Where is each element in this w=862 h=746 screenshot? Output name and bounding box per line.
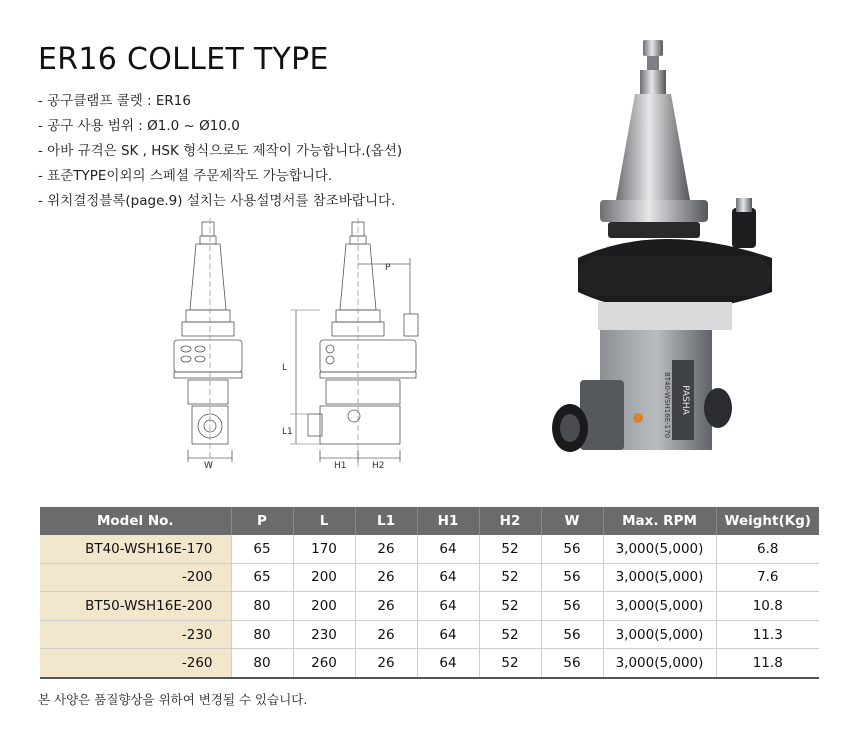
bullet-custom-order: - 표준TYPE이외의 스페셜 주문제작도 가능합니다. (38, 168, 333, 184)
cell-max-rpm: 3,000(5,000) (603, 563, 716, 592)
header-model: Model No. (40, 507, 231, 535)
spec-table (40, 507, 819, 679)
cell-h1: 64 (417, 563, 479, 592)
technical-drawing (170, 218, 420, 473)
cell-w: 56 (541, 592, 603, 621)
cell-h1: 64 (417, 620, 479, 649)
header-max-rpm: Max. RPM (603, 507, 716, 535)
cell-max-rpm: 3,000(5,000) (603, 649, 716, 678)
cell-h2: 52 (479, 563, 541, 592)
cell-h2: 52 (479, 620, 541, 649)
cell-model: -200 (40, 563, 231, 592)
header-p: P (231, 507, 293, 535)
table-row (40, 535, 819, 563)
product-code-label: BT40-WSH16E-170 (663, 371, 671, 439)
cell-h1: 64 (417, 592, 479, 621)
cell-l: 260 (293, 649, 355, 678)
header-l1: L1 (355, 507, 417, 535)
cell-p: 80 (231, 620, 293, 649)
bullet-positioning-block: - 위치결정블록(page.9) 설치는 사용설명서를 참조바랍니다. (38, 193, 396, 209)
cell-max-rpm: 3,000(5,000) (603, 620, 716, 649)
cell-l: 200 (293, 592, 355, 621)
cell-model: -230 (40, 620, 231, 649)
bullet-collet: - 공구클램프 콜렛 : ER16 (38, 93, 191, 109)
product-brand-label: PASHA (680, 385, 690, 415)
cell-l1: 26 (355, 563, 417, 592)
cell-weight: 6.8 (716, 535, 819, 563)
cell-h2: 52 (479, 649, 541, 678)
footnote: 본 사양은 품질향상을 위하여 변경될 수 있습니다. (38, 692, 308, 707)
header-h1: H1 (417, 507, 479, 535)
cell-model: BT40-WSH16E-170 (40, 535, 231, 563)
dim-label-h2: H2 (372, 461, 385, 471)
cell-h2: 52 (479, 592, 541, 621)
front-view (174, 218, 242, 468)
cell-weight: 11.8 (716, 649, 819, 678)
cell-l: 230 (293, 620, 355, 649)
cell-l: 200 (293, 563, 355, 592)
cell-weight: 11.3 (716, 620, 819, 649)
cell-w: 56 (541, 620, 603, 649)
cell-w: 56 (541, 563, 603, 592)
dim-label-p: P (385, 263, 391, 273)
cell-w: 56 (541, 649, 603, 678)
dim-label-w: W (204, 461, 213, 471)
cell-l1: 26 (355, 535, 417, 563)
cell-model: -260 (40, 649, 231, 678)
cell-max-rpm: 3,000(5,000) (603, 535, 716, 563)
cell-weight: 7.6 (716, 563, 819, 592)
header-w: W (541, 507, 603, 535)
header-h2: H2 (479, 507, 541, 535)
spec-bullet-list (38, 89, 402, 214)
cell-h1: 64 (417, 649, 479, 678)
product-photo (540, 30, 790, 480)
table-row (40, 649, 819, 678)
dim-label-h1: H1 (334, 461, 347, 471)
cell-weight: 10.8 (716, 592, 819, 621)
cell-h2: 52 (479, 535, 541, 563)
bullet-tool-range: - 공구 사용 범위 : Ø1.0 ~ Ø10.0 (38, 118, 240, 134)
dim-label-l1: L1 (282, 427, 293, 437)
side-view (290, 218, 418, 468)
dim-label-l: L (282, 363, 288, 373)
cell-l1: 26 (355, 649, 417, 678)
cell-p: 65 (231, 535, 293, 563)
cell-w: 56 (541, 535, 603, 563)
cell-p: 80 (231, 649, 293, 678)
table-header-row (40, 507, 819, 535)
cell-p: 80 (231, 592, 293, 621)
table-row (40, 620, 819, 649)
page-title: ER16 COLLET TYPE (38, 42, 329, 77)
cell-l1: 26 (355, 592, 417, 621)
cell-l1: 26 (355, 620, 417, 649)
table-row (40, 592, 819, 621)
cell-max-rpm: 3,000(5,000) (603, 592, 716, 621)
table-row (40, 563, 819, 592)
cell-p: 65 (231, 563, 293, 592)
header-weight: Weight(Kg) (716, 507, 819, 535)
header-l: L (293, 507, 355, 535)
cell-h1: 64 (417, 535, 479, 563)
cell-model: BT50-WSH16E-200 (40, 592, 231, 621)
bullet-arbor-standard: - 아바 규격은 SK , HSK 형식으로도 제작이 가능합니다.(옵션) (38, 143, 403, 159)
cell-l: 170 (293, 535, 355, 563)
